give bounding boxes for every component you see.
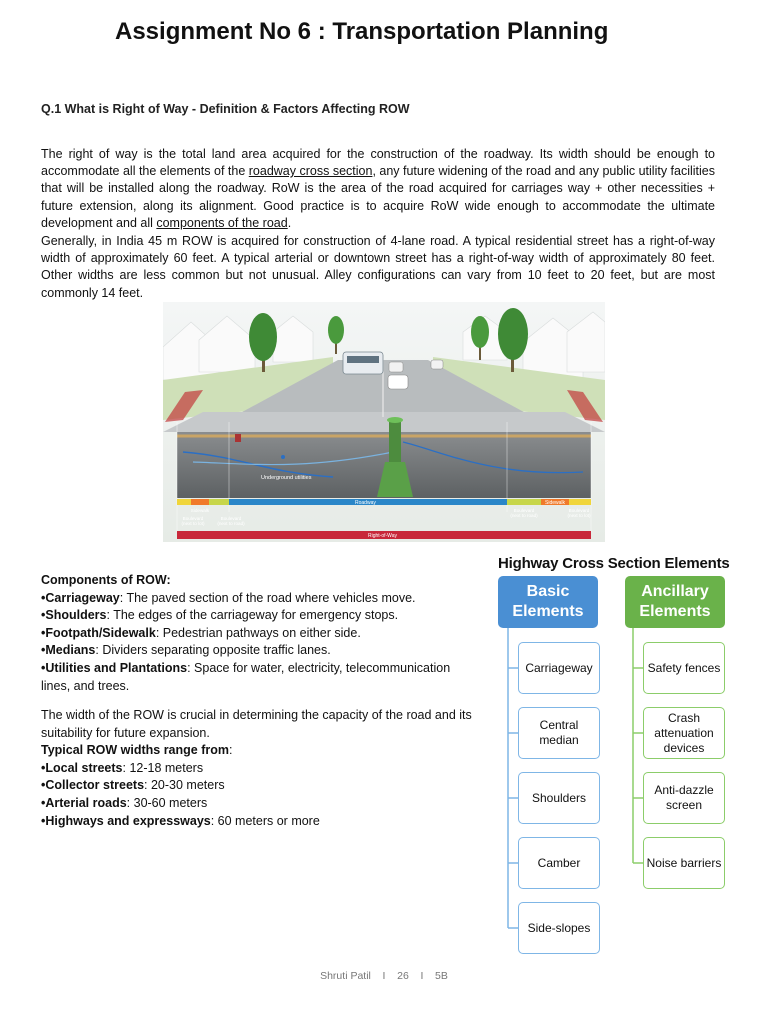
india-row-paragraph: Generally, in India 45 m ROW is acquired for construction of 4-lane road. A typical residential street has a right-of-way width of approximately 60 feet. A typical arterial or downtown street has a right-of-way width of approximately 80 feet. Other widths are less common but not unusual. Alley configurations can vary from 10 feet to 20 feet, but are most commonly 14 feet. xyxy=(41,234,715,300)
page-footer: Shruti Patil I 26 I 5B xyxy=(320,970,448,982)
list-item: •Shoulders: The edges of the carriageway for emergency stops. xyxy=(41,608,399,623)
definition-paragraph: The right of way is the total land area acquired for the construction of the roadway. Its width should be enough to accommodate all the elements of the roadway cross section, any future widening of the road and any public utility facilities that will be installed along the roadway. RoW is the area of the road acquired for carriages way + other necessities + future extension, along its alignment. Good practice is to acquire RoW wide enough to accommodate the ultimate development and all components of the road. xyxy=(41,147,715,230)
boulevard-lot-right-label: Boulevard (next to lot) xyxy=(567,508,591,518)
sidewalk-label-left: Sidewalk xyxy=(190,508,210,513)
boulevard-road-right-label: Boulevard (next to road) xyxy=(510,508,538,518)
list-item: •Collector streets: 20-30 meters xyxy=(41,778,225,793)
carriageway-box: Carriageway xyxy=(518,642,600,694)
highway-cross-section-title: Highway Cross Section Elements xyxy=(498,555,730,572)
underground-utilities-label: Underground utilities xyxy=(261,475,312,481)
components-list xyxy=(41,572,481,695)
question-heading: Q.1 What is Right of Way - Definition & Factors Affecting ROW xyxy=(41,102,410,116)
roadway-label: Roadway xyxy=(355,500,376,506)
widths-heading: Typical ROW widths range from: xyxy=(41,743,233,758)
noise-barriers-box: Noise barriers xyxy=(643,837,725,889)
camber-box: Camber xyxy=(518,837,600,889)
list-item: •Medians: Dividers separating opposite traffic lanes. xyxy=(41,643,331,658)
components-of-road-link[interactable]: components of the road xyxy=(156,215,288,230)
list-item: •Highways and expressways: 60 meters or more xyxy=(41,813,320,828)
boulevard-lot-left-label: Boulevard (next to lot) xyxy=(181,516,205,526)
safety-fences-box: Safety fences xyxy=(643,642,725,694)
page-title: Assignment No 6 : Transportation Planning xyxy=(115,18,609,45)
list-item: •Local streets: 12-18 meters xyxy=(41,760,204,775)
crash-attenuation-box: Crash attenuation devices xyxy=(643,707,725,759)
ancillary-elements-header: Ancillary Elements xyxy=(625,576,725,628)
row-widths-section xyxy=(41,707,481,830)
roadway-cross-section-link[interactable]: roadway cross section xyxy=(248,164,373,179)
basic-elements-header: Basic Elements xyxy=(498,576,598,628)
widths-intro: The width of the ROW is crucial in determining the capacity of the road and its suitability for future expansion. xyxy=(41,708,472,740)
boulevard-road-left-label: Boulevard (next to road) xyxy=(217,516,245,526)
anti-dazzle-screen-box: Anti-dazzle screen xyxy=(643,772,725,824)
list-item: •Utilities and Plantations: Space for water, electricity, telecommunication lines, and trees. xyxy=(41,660,451,693)
list-item: •Footpath/Sidewalk: Pedestrian pathways on either side. xyxy=(41,625,361,640)
shoulders-box: Shoulders xyxy=(518,772,600,824)
list-item: •Arterial roads: 30-60 meters xyxy=(41,795,208,810)
right-of-way-illustration xyxy=(163,302,605,542)
right-of-way-label: Right-of-Way xyxy=(368,533,397,539)
sidewalk-label-right: Sidewalk xyxy=(545,500,566,506)
list-item: •Carriageway: The paved section of the road where vehicles move. xyxy=(41,590,416,605)
components-heading: Components of ROW: xyxy=(41,573,171,587)
central-median-box: Central median xyxy=(518,707,600,759)
side-slopes-box: Side-slopes xyxy=(518,902,600,954)
